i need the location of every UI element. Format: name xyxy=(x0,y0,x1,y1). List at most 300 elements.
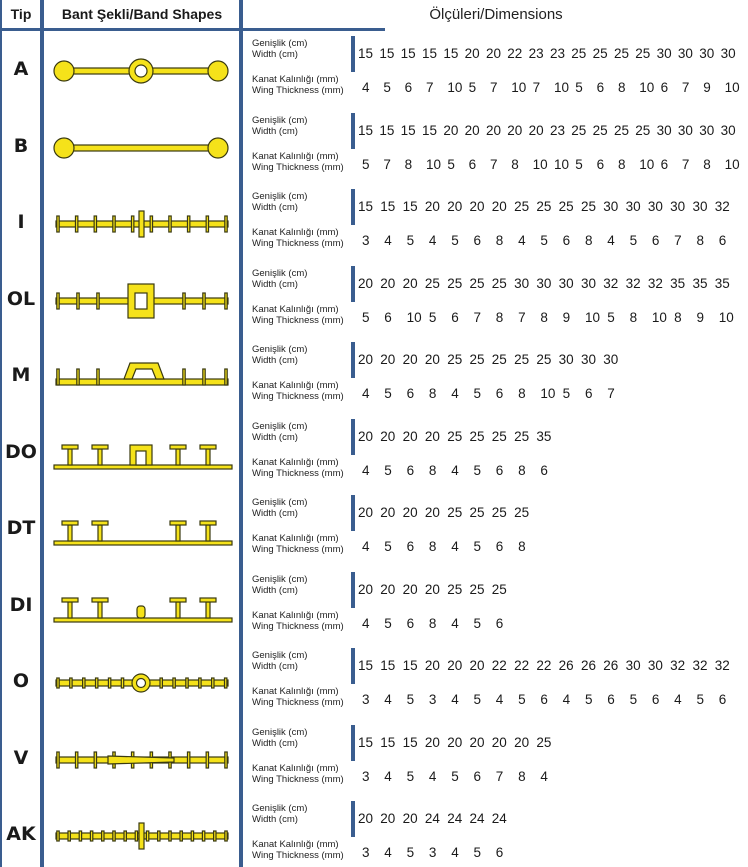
thickness-value: 4 xyxy=(428,768,437,784)
width-value: 20 xyxy=(358,428,374,444)
type-label-m: M xyxy=(11,364,31,386)
width-value: 20 xyxy=(402,428,418,444)
type-label-ak: AK xyxy=(6,823,36,845)
type-label-dt: DT xyxy=(6,517,36,539)
width-value: 15 xyxy=(358,199,374,214)
width-value: 20 xyxy=(507,122,523,138)
width-label xyxy=(252,344,307,366)
thickness-value: 6 xyxy=(596,80,605,95)
width-value: 20 xyxy=(358,352,374,367)
width-value: 30 xyxy=(558,352,574,367)
width-value: 30 xyxy=(558,275,574,291)
width-value: 15 xyxy=(402,199,418,214)
thickness-value: 10 xyxy=(553,80,569,95)
row-accent-bar xyxy=(351,648,355,684)
width-value: 15 xyxy=(358,734,374,750)
thickness-value: 5 xyxy=(362,156,370,172)
width-value: 30 xyxy=(580,275,596,291)
width-value: 25 xyxy=(514,428,530,444)
thickness-value: 8 xyxy=(518,539,526,554)
width-value: 30 xyxy=(625,199,641,214)
width-value: 32 xyxy=(714,658,730,673)
thickness-values-v xyxy=(358,769,559,784)
width-value: 25 xyxy=(592,46,608,61)
thickness-label-tr: Kanat Kalınlığı (mm) xyxy=(252,762,339,774)
thickness-value: 7 xyxy=(425,80,434,95)
width-value: 25 xyxy=(424,275,440,291)
width-label xyxy=(252,727,307,749)
thickness-value: 4 xyxy=(495,692,504,707)
band-shape-v-icon xyxy=(48,735,238,785)
width-value: 35 xyxy=(670,275,686,291)
width-value: 20 xyxy=(447,734,463,750)
thickness-value: 6 xyxy=(473,233,481,248)
width-value: 25 xyxy=(580,199,596,214)
width-value: 25 xyxy=(558,199,574,214)
thickness-label-tr: Kanat Kalınlığı (mm) xyxy=(252,74,339,85)
type-label-b: B xyxy=(13,134,29,157)
width-value: 30 xyxy=(656,122,672,138)
thickness-label xyxy=(252,380,344,402)
band-shape-o-icon xyxy=(48,658,238,708)
type-label-do: DO xyxy=(5,440,37,463)
thickness-value: 6 xyxy=(651,233,660,248)
width-label-tr: Genişlik (cm) xyxy=(252,420,308,432)
thickness-label xyxy=(252,610,344,632)
width-value: 25 xyxy=(469,352,485,367)
thickness-label-en: Wing Thickness (mm) xyxy=(252,314,344,326)
thickness-value: 8 xyxy=(428,615,437,631)
width-value: 26 xyxy=(580,658,596,673)
thickness-label-en: Wing Thickness (mm) xyxy=(252,391,344,402)
width-value: 20 xyxy=(402,275,418,291)
thickness-value: 9 xyxy=(562,309,571,325)
band-shape-ak-icon xyxy=(48,811,238,861)
width-value: 20 xyxy=(424,734,440,750)
thickness-value: 10 xyxy=(639,156,655,172)
width-value: 24 xyxy=(447,811,463,826)
width-value: 25 xyxy=(447,428,463,444)
thickness-value: 8 xyxy=(696,233,704,248)
width-value: 15 xyxy=(358,658,374,673)
thickness-label-en: Wing Thickness (mm) xyxy=(252,238,344,249)
thickness-value: 4 xyxy=(674,692,682,707)
thickness-label-en: Wing Thickness (mm) xyxy=(252,697,344,708)
thickness-label xyxy=(252,457,344,479)
thickness-value: 5 xyxy=(473,539,481,554)
thickness-value: 6 xyxy=(651,692,660,707)
width-value: 22 xyxy=(507,46,523,61)
width-values-v xyxy=(358,735,559,750)
width-value: 30 xyxy=(677,46,693,61)
thickness-value: 8 xyxy=(540,309,548,325)
thickness-value: 4 xyxy=(451,845,459,860)
divider-tip xyxy=(40,0,44,867)
width-values-a xyxy=(358,46,742,61)
thickness-label-en: Wing Thickness (mm) xyxy=(252,161,344,173)
thickness-value: 8 xyxy=(703,156,711,172)
width-value: 25 xyxy=(469,581,485,597)
thickness-value: 10 xyxy=(718,309,734,325)
width-value: 15 xyxy=(380,199,396,214)
thickness-label-tr: Kanat Kalınlığı (mm) xyxy=(252,533,339,544)
width-value: 20 xyxy=(380,275,396,291)
width-value: 25 xyxy=(491,352,507,367)
width-value: 25 xyxy=(491,581,507,597)
thickness-label-en: Wing Thickness (mm) xyxy=(252,850,344,861)
row-accent-bar xyxy=(351,725,355,761)
thickness-value: 6 xyxy=(495,539,504,554)
width-values-m xyxy=(358,352,626,367)
thickness-value: 3 xyxy=(362,845,370,860)
width-value: 35 xyxy=(536,428,552,444)
thickness-value: 4 xyxy=(362,80,370,95)
thickness-value: 4 xyxy=(362,539,370,554)
row-accent-bar xyxy=(351,419,355,455)
thickness-value: 5 xyxy=(406,845,415,860)
width-value: 30 xyxy=(603,199,619,214)
thickness-values-dt xyxy=(358,539,536,554)
thickness-label-tr: Kanat Kalınlığı (mm) xyxy=(252,227,339,238)
row-accent-bar xyxy=(351,113,355,149)
thickness-values-di xyxy=(358,616,514,631)
thickness-value: 8 xyxy=(428,386,437,401)
width-label-en: Width (cm) xyxy=(252,661,298,672)
width-label-tr: Genişlik (cm) xyxy=(252,650,308,661)
band-shape-ol-icon xyxy=(48,276,238,326)
thickness-label-tr: Kanat Kalınlığı (mm) xyxy=(252,686,339,697)
thickness-label-tr: Kanat Kalınlığı (mm) xyxy=(252,380,339,391)
width-value: 20 xyxy=(424,581,440,597)
width-value: 15 xyxy=(421,46,438,61)
header-shapes: Bant Şekli/Band Shapes xyxy=(61,6,223,22)
thickness-value: 5 xyxy=(384,615,392,631)
band-shape-b-icon xyxy=(48,123,238,173)
width-value: 20 xyxy=(469,658,485,673)
thickness-value: 4 xyxy=(428,233,437,248)
thickness-value: 5 xyxy=(629,692,638,707)
row-accent-bar xyxy=(351,342,355,378)
thickness-value: 4 xyxy=(362,462,370,478)
thickness-value: 5 xyxy=(518,692,526,707)
thickness-value: 10 xyxy=(724,80,740,95)
divider-shapes xyxy=(239,0,243,867)
thickness-value: 7 xyxy=(489,80,498,95)
thickness-label-tr: Kanat Kalınlığı (mm) xyxy=(252,150,339,162)
width-value: 32 xyxy=(670,658,686,673)
thickness-value: 10 xyxy=(724,156,740,172)
thickness-value: 5 xyxy=(473,845,481,860)
width-value: 25 xyxy=(536,734,552,750)
thickness-label xyxy=(252,763,344,785)
width-values-ak xyxy=(358,811,514,826)
thickness-value: 6 xyxy=(451,309,459,325)
width-label-en: Width (cm) xyxy=(252,125,298,137)
thickness-value: 5 xyxy=(629,233,638,248)
thickness-value: 8 xyxy=(511,156,519,172)
thickness-values-o xyxy=(358,692,737,707)
thickness-value: 6 xyxy=(406,386,415,401)
width-value: 15 xyxy=(379,46,395,61)
width-value: 23 xyxy=(549,122,565,138)
thickness-value: 4 xyxy=(518,233,526,248)
width-value: 32 xyxy=(714,199,730,214)
width-value: 20 xyxy=(485,46,501,61)
thickness-value: 6 xyxy=(584,386,593,401)
width-label-en: Width (cm) xyxy=(252,508,298,519)
width-value: 25 xyxy=(592,122,608,138)
thickness-value: 4 xyxy=(384,845,392,860)
width-value: 20 xyxy=(402,352,418,367)
width-value: 25 xyxy=(491,428,507,444)
width-value: 25 xyxy=(447,505,463,520)
width-value: 30 xyxy=(603,352,619,367)
band-shape-dt-icon xyxy=(48,505,238,555)
width-value: 30 xyxy=(699,46,715,61)
thickness-value: 5 xyxy=(384,386,392,401)
thickness-value: 8 xyxy=(617,80,626,95)
thickness-value: 6 xyxy=(384,309,392,325)
thickness-value: 5 xyxy=(384,539,392,554)
thickness-label xyxy=(252,686,344,708)
thickness-values-b xyxy=(358,157,742,172)
width-value: 20 xyxy=(402,581,418,597)
width-value: 23 xyxy=(528,46,544,61)
thickness-value: 6 xyxy=(718,233,727,248)
thickness-value: 7 xyxy=(681,156,690,172)
thickness-value: 3 xyxy=(362,692,370,707)
width-value: 15 xyxy=(402,658,418,673)
thickness-value: 10 xyxy=(540,386,556,401)
thickness-value: 8 xyxy=(495,233,504,248)
thickness-label-tr: Kanat Kalınlığı (mm) xyxy=(252,609,339,621)
thickness-label xyxy=(252,839,344,861)
thickness-value: 7 xyxy=(532,80,541,95)
thickness-value: 7 xyxy=(681,80,690,95)
width-value: 32 xyxy=(625,275,641,291)
width-values-i xyxy=(358,199,737,214)
thickness-value: 6 xyxy=(406,539,415,554)
thickness-value: 10 xyxy=(553,156,569,172)
thickness-value: 5 xyxy=(406,768,415,784)
header-tip: Tip xyxy=(10,6,32,22)
thickness-label-tr: Kanat Kalınlığı (mm) xyxy=(252,456,339,468)
width-value: 20 xyxy=(424,505,440,520)
width-label-tr: Genişlik (cm) xyxy=(252,267,308,279)
thickness-value: 5 xyxy=(575,80,583,95)
thickness-value: 6 xyxy=(468,156,477,172)
width-value: 25 xyxy=(635,46,651,61)
thickness-value: 5 xyxy=(451,768,459,784)
thickness-value: 8 xyxy=(495,309,504,325)
thickness-value: 5 xyxy=(468,80,477,95)
width-value: 22 xyxy=(514,658,530,673)
thickness-value: 10 xyxy=(532,156,548,172)
width-value: 15 xyxy=(402,734,418,750)
width-value: 20 xyxy=(443,122,459,138)
thickness-value: 7 xyxy=(607,386,615,401)
width-value: 15 xyxy=(421,122,438,138)
thickness-label-tr: Kanat Kalınlığı (mm) xyxy=(252,303,339,315)
thickness-value: 6 xyxy=(540,692,548,707)
width-value: 30 xyxy=(677,122,693,138)
width-value: 30 xyxy=(670,199,686,214)
header-underline xyxy=(0,28,385,31)
thickness-value: 4 xyxy=(540,768,548,784)
thickness-value: 8 xyxy=(518,768,526,784)
width-label-en: Width (cm) xyxy=(252,202,298,213)
thickness-value: 4 xyxy=(384,692,392,707)
width-label-tr: Genişlik (cm) xyxy=(252,497,308,508)
thickness-value: 6 xyxy=(660,80,669,95)
width-value: 24 xyxy=(424,811,440,826)
thickness-value: 6 xyxy=(473,768,481,784)
width-value: 20 xyxy=(424,352,440,367)
thickness-label-en: Wing Thickness (mm) xyxy=(252,467,344,479)
width-label-en: Width (cm) xyxy=(252,737,298,749)
width-value: 20 xyxy=(514,734,530,750)
type-label-a: A xyxy=(13,58,29,80)
width-label-en: Width (cm) xyxy=(252,431,298,443)
thickness-value: 7 xyxy=(518,309,526,325)
thickness-value: 5 xyxy=(384,462,392,478)
width-value: 20 xyxy=(424,199,440,214)
width-value: 20 xyxy=(380,428,396,444)
width-value: 20 xyxy=(447,658,463,673)
width-value: 35 xyxy=(714,275,730,291)
type-label-di: DI xyxy=(9,593,33,616)
thickness-values-ol xyxy=(358,310,737,325)
thickness-value: 5 xyxy=(406,692,415,707)
thickness-values-do xyxy=(358,463,559,478)
thickness-value: 6 xyxy=(404,80,413,95)
thickness-value: 7 xyxy=(489,156,498,172)
width-value: 30 xyxy=(580,352,596,367)
thickness-value: 3 xyxy=(428,845,437,860)
thickness-value: 5 xyxy=(540,233,548,248)
thickness-value: 8 xyxy=(518,462,526,478)
width-value: 32 xyxy=(603,275,619,291)
thickness-label xyxy=(252,227,344,249)
thickness-value: 10 xyxy=(511,80,527,95)
width-label xyxy=(252,574,307,596)
thickness-value: 5 xyxy=(362,309,370,325)
width-value: 25 xyxy=(447,581,463,597)
width-value: 25 xyxy=(469,275,485,291)
thickness-value: 10 xyxy=(584,309,600,325)
width-label xyxy=(252,803,307,825)
band-shape-a-icon xyxy=(48,46,238,96)
width-value: 30 xyxy=(699,122,715,138)
thickness-value: 6 xyxy=(406,462,415,478)
width-value: 15 xyxy=(380,734,396,750)
band-shape-i-icon xyxy=(48,199,238,249)
thickness-value: 8 xyxy=(674,309,682,325)
width-value: 20 xyxy=(424,658,440,673)
width-value: 25 xyxy=(514,505,530,520)
thickness-label-en: Wing Thickness (mm) xyxy=(252,544,344,555)
thickness-value: 3 xyxy=(362,768,370,784)
thickness-value: 5 xyxy=(584,692,593,707)
thickness-label xyxy=(252,533,344,555)
thickness-label xyxy=(252,304,344,326)
row-accent-bar xyxy=(351,266,355,302)
thickness-label-tr: Kanat Kalınlığı (mm) xyxy=(252,839,339,850)
width-value: 25 xyxy=(491,275,507,291)
thickness-label-en: Wing Thickness (mm) xyxy=(252,85,344,96)
thickness-value: 8 xyxy=(518,386,526,401)
width-value: 15 xyxy=(443,46,459,61)
thickness-value: 5 xyxy=(473,386,481,401)
width-label-en: Width (cm) xyxy=(252,584,298,596)
width-label xyxy=(252,115,307,137)
thickness-value: 9 xyxy=(696,309,704,325)
thickness-value: 7 xyxy=(495,768,504,784)
width-value: 25 xyxy=(491,505,507,520)
width-value: 25 xyxy=(447,275,463,291)
thickness-value: 7 xyxy=(383,156,391,172)
thickness-value: 7 xyxy=(674,233,682,248)
width-value: 20 xyxy=(469,734,485,750)
thickness-value: 4 xyxy=(362,615,370,631)
width-label-tr: Genişlik (cm) xyxy=(252,726,308,738)
thickness-value: 4 xyxy=(607,233,615,248)
width-value: 22 xyxy=(491,658,507,673)
width-value: 30 xyxy=(656,46,672,61)
thickness-value: 8 xyxy=(617,156,626,172)
width-value: 25 xyxy=(514,199,530,214)
thickness-value: 8 xyxy=(584,233,593,248)
thickness-value: 5 xyxy=(575,156,583,172)
thickness-value: 5 xyxy=(473,692,481,707)
width-value: 15 xyxy=(380,658,396,673)
width-value: 32 xyxy=(692,658,708,673)
thickness-value: 6 xyxy=(406,615,415,631)
width-value: 30 xyxy=(514,275,530,291)
band-shape-do-icon xyxy=(48,429,238,479)
row-accent-bar xyxy=(351,572,355,608)
thickness-value: 6 xyxy=(495,462,504,478)
width-value: 25 xyxy=(613,122,629,138)
thickness-value: 3 xyxy=(428,692,437,707)
thickness-value: 4 xyxy=(451,539,459,554)
thickness-value: 10 xyxy=(639,80,655,95)
thickness-label-en: Wing Thickness (mm) xyxy=(252,773,344,785)
left-border xyxy=(0,0,2,867)
width-label-en: Width (cm) xyxy=(252,49,298,60)
width-label-tr: Genişlik (cm) xyxy=(252,803,308,814)
width-value: 30 xyxy=(625,658,641,673)
width-label xyxy=(252,268,307,290)
thickness-value: 5 xyxy=(428,309,437,325)
width-label-en: Width (cm) xyxy=(252,814,298,825)
type-label-i: I xyxy=(17,211,25,233)
thickness-value: 5 xyxy=(473,615,481,631)
width-label-tr: Genişlik (cm) xyxy=(252,38,308,49)
width-value: 25 xyxy=(447,352,463,367)
thickness-value: 5 xyxy=(696,692,704,707)
width-value: 25 xyxy=(536,199,552,214)
width-label xyxy=(252,497,307,519)
row-accent-bar xyxy=(351,36,355,72)
width-value: 32 xyxy=(647,275,663,291)
width-value: 24 xyxy=(491,811,507,826)
thickness-value: 5 xyxy=(473,462,481,478)
width-value: 20 xyxy=(424,428,440,444)
width-value: 20 xyxy=(380,811,396,826)
type-label-o: O xyxy=(12,670,30,692)
width-value: 20 xyxy=(380,581,396,597)
